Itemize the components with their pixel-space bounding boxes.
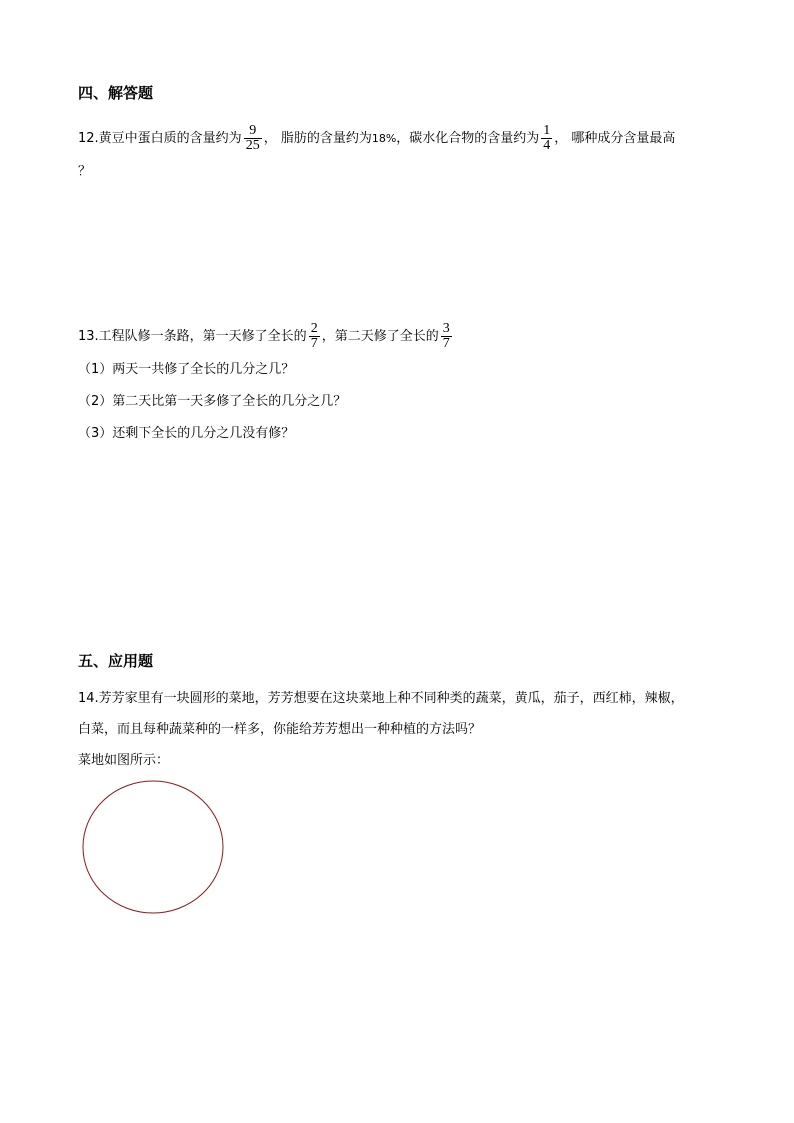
section-5-heading: 五、应用题 <box>78 652 154 670</box>
q12-frac1-numerator: 9 <box>249 123 257 138</box>
q13-fraction-day2 <box>441 322 452 351</box>
q13-sub2: （2）第二天比第一天多修了全长的几分之几？ <box>78 394 347 409</box>
vegetable-plot-circle <box>83 781 223 913</box>
q12-continuation: ？ <box>78 164 92 179</box>
q14-line3: 菜地如图所示： <box>78 753 170 768</box>
q14-line1: 14.芳芳家里有一块圆形的菜地，芳芳想要在这块菜地上种不同种类的蔬菜，黄瓜，茄子，西红柿，辣椒， <box>78 691 684 706</box>
section-4-heading: 四、解答题 <box>78 84 154 102</box>
q12-prefix: 12.黄豆中蛋白质的含量约为 <box>78 130 242 146</box>
q12-suffix: ， 哪种成分含量最高 <box>554 130 676 146</box>
q13-fraction-day1 <box>309 322 320 351</box>
q13-sub1: （1）两天一共修了全长的几分之几？ <box>78 362 295 377</box>
q13-mid: ，第二天修了全长的 <box>321 328 439 344</box>
q12-mid2: ，碳水化合物的含量约为 <box>396 130 540 146</box>
q12-fraction-carbs <box>541 124 552 153</box>
q13-prefix: 13.工程队修一条路，第一天修了全长的 <box>78 328 307 344</box>
q14-line2: 白菜，而且每种蔬菜种的一样多，你能给芳芳想出一种种植的方法吗？ <box>78 722 482 737</box>
q12-fraction-protein <box>244 124 262 153</box>
question-13 <box>78 322 454 351</box>
q12-frac1-denominator: 25 <box>245 138 260 153</box>
question-12 <box>78 124 675 153</box>
q12-frac2-numerator: 1 <box>543 123 551 138</box>
q13-frac1-denominator: 7 <box>310 336 318 351</box>
q13-sub3: （3）还剩下全长的几分之几没有修？ <box>78 426 295 441</box>
q13-frac2-denominator: 7 <box>442 336 450 351</box>
q13-frac2-numerator: 3 <box>442 321 450 336</box>
q12-frac2-denominator: 4 <box>543 138 551 153</box>
q12-mid1: ， 脂肪的含量约为 <box>263 130 372 146</box>
q12-percent: 18% <box>371 131 397 145</box>
q13-frac1-numerator: 2 <box>310 321 318 336</box>
vegetable-plot-circle-figure <box>82 780 226 916</box>
